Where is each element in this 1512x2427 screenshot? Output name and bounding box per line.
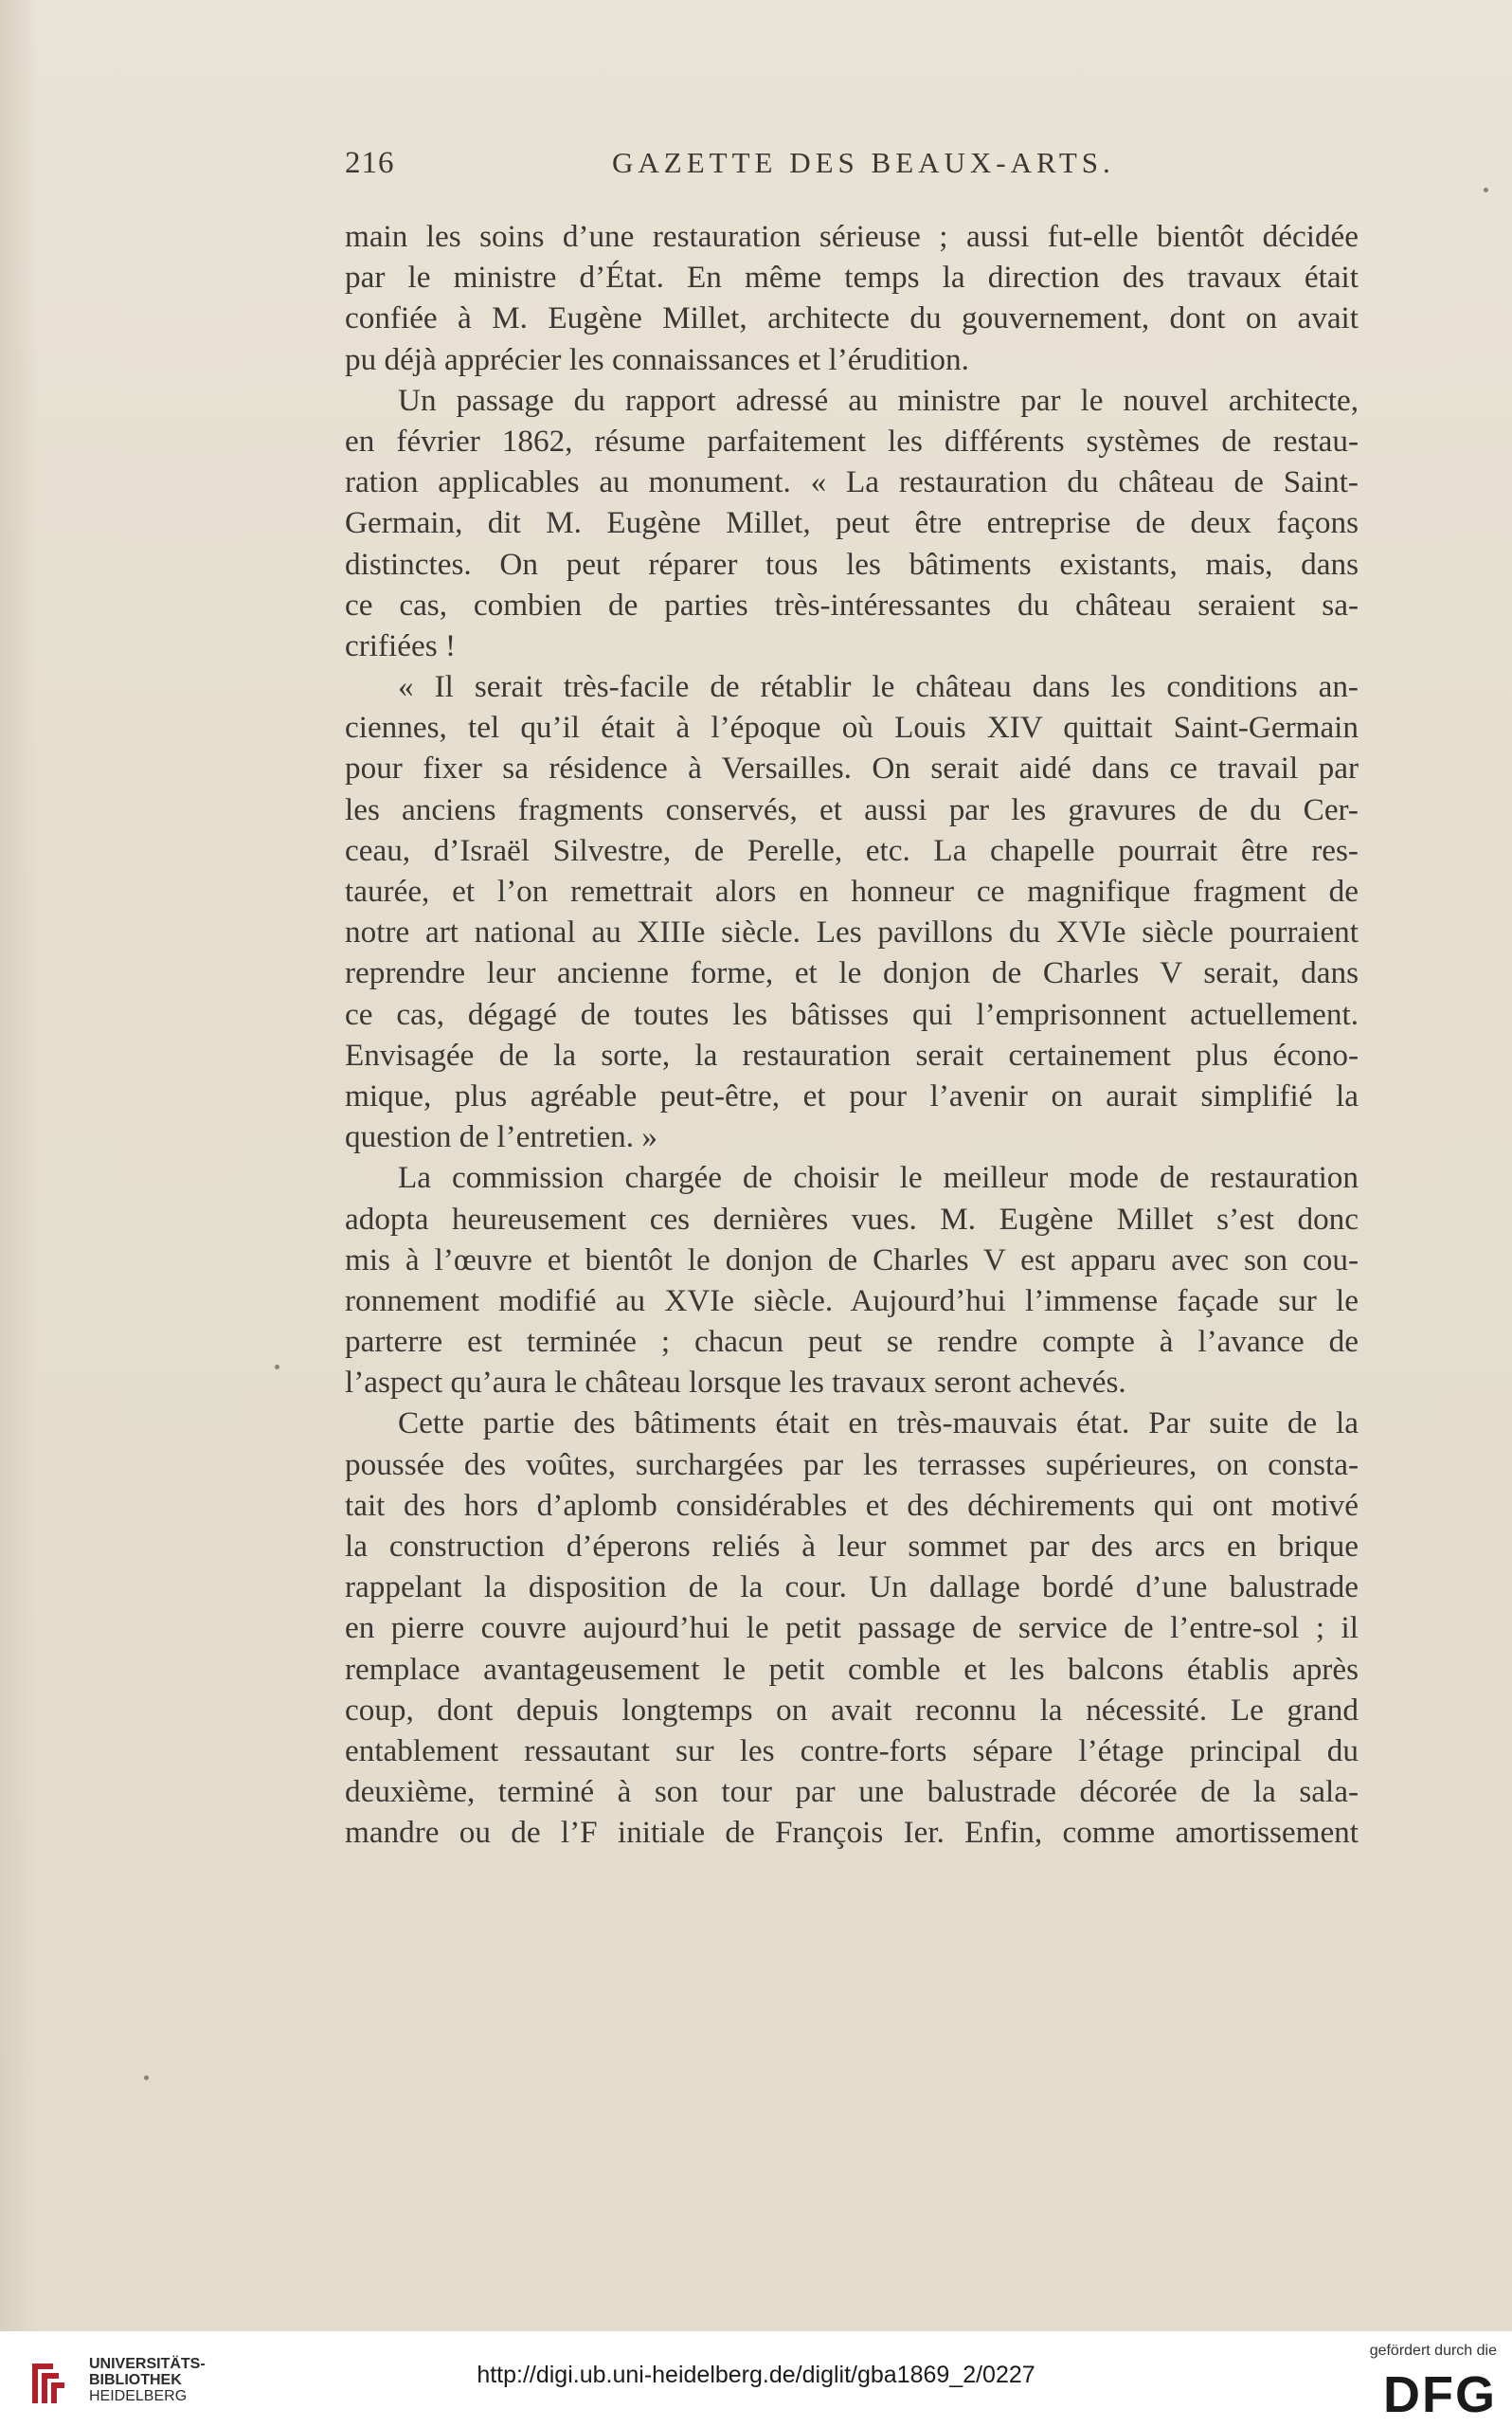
text-line: rappelant la disposition de la cour. Un dallage bordé d’une balustrade (345, 1569, 1359, 1605)
text-line: Envisagée de la sorte, la restauration serait certainement plus écono- (345, 1037, 1359, 1073)
text-line: mique, plus agréable peut-être, et pour l’avenir on aurait simplifié la (345, 1078, 1359, 1114)
running-title: GAZETTE DES BEAUX-ARTS. (612, 146, 1115, 179)
viewer-footer (0, 2331, 1512, 2427)
text-line: Un passage du rapport adressé au ministre par le nouvel architecte, (398, 382, 1359, 418)
page-shadow-edge (0, 0, 38, 2331)
dfg-logo: DFG (1383, 2366, 1497, 2423)
text-line: ronnement modifié au XVIe siècle. Aujourd’hui l’immense façade sur le (345, 1282, 1359, 1318)
page-number: 216 (345, 146, 395, 180)
text-line: en pierre couvre aujourd’hui le petit passage de service de l’entre-sol ; il (345, 1610, 1359, 1646)
text-line: mis à l’œuvre et bientôt le donjon de Charles V est apparu avec son cou- (345, 1241, 1359, 1277)
text-line: question de l’entretien. » (345, 1119, 657, 1155)
library-name-line: BIBLIOTHEK (89, 2372, 182, 2388)
library-name-line: UNIVERSITÄTS- (89, 2356, 206, 2372)
text-line: taurée, et l’on remettrait alors en honneur ce magnifique fragment de (345, 874, 1359, 909)
text-line: distinctes. On peut réparer tous les bâtiments existants, mais, dans (345, 546, 1359, 582)
funded-by-label: gefördert durch die (1369, 2343, 1497, 2359)
text-line: en février 1862, résume parfaitement les différents systèmes de restau- (345, 423, 1359, 459)
text-line: l’aspect qu’aura le château lorsque les travaux seront achevés. (345, 1365, 1126, 1401)
text-line: « Il serait très-facile de rétablir le château dans les conditions an- (398, 669, 1359, 705)
text-line: ce cas, combien de parties très-intéressantes du château seraient sa- (345, 587, 1359, 623)
text-line: main les soins d’une restauration sérieuse ; aussi fut-elle bientôt décidée (345, 219, 1359, 254)
text-line: parterre est terminée ; chacun peut se rendre compte à l’avance de (345, 1324, 1359, 1360)
paper-speck (275, 1365, 279, 1369)
text-line: confiée à M. Eugène Millet, architecte du gouvernement, dont on avait (345, 300, 1359, 336)
text-line: ce cas, dégagé de toutes les bâtisses qui l’emprisonnent actuellement. (345, 996, 1359, 1032)
text-line: reprendre leur ancienne forme, et le donjon de Charles V serait, dans (345, 955, 1359, 991)
text-line: tait des hors d’aplomb considérables et des déchirements qui ont motivé (345, 1487, 1359, 1523)
text-line: entablement ressautant sur les contre-forts sépare l’étage principal du (345, 1732, 1359, 1768)
article-body (345, 216, 1359, 1854)
text-line: crifiées ! (345, 627, 456, 663)
paper-speck (144, 2075, 149, 2080)
source-url-link[interactable]: http://digi.ub.uni-heidelberg.de/diglit/gba1869_2/0227 (477, 2362, 1035, 2388)
library-name-line: HEIDELBERG (89, 2388, 188, 2404)
text-line: pu déjà apprécier les connaissances et l’érudition. (345, 341, 969, 377)
text-line: Germain, dit M. Eugène Millet, peut être entreprise de deux façons (345, 505, 1359, 541)
text-line: deuxième, terminé à son tour par une balustrade décorée de la sala- (345, 1774, 1359, 1810)
text-line: La commission chargée de choisir le meilleur mode de restauration (398, 1160, 1359, 1196)
text-line: la construction d’éperons reliés à leur sommet par des arcs en brique (345, 1529, 1359, 1564)
text-line: coup, dont depuis longtemps on avait reconnu la nécessité. Le grand (345, 1692, 1359, 1728)
text-line: ration applicables au monument. « La restauration du château de Saint- (345, 464, 1359, 500)
page-header (345, 146, 1359, 193)
text-line: pour fixer sa résidence à Versailles. On serait aidé dans ce travail par (345, 751, 1359, 787)
text-line: poussée des voûtes, surchargées par les terrasses supérieures, on consta- (345, 1446, 1359, 1482)
text-line: Cette partie des bâtiments était en très-mauvais état. Par suite de la (398, 1405, 1359, 1441)
text-line: ceau, d’Israël Silvestre, de Perelle, etc. La chapelle pourrait être res- (345, 832, 1359, 868)
text-line: mandre ou de l’F initiale de François Ier. Enfin, comme amortissement (345, 1815, 1359, 1851)
text-line: les anciens fragments conservés, et aussi par les gravures de du Cer- (345, 791, 1359, 827)
text-line: par le ministre d’État. En même temps la direction des travaux était (345, 260, 1359, 296)
text-line: notre art national au XIIIe siècle. Les pavillons du XVIe siècle pourraient (345, 915, 1359, 951)
text-line: remplace avantageusement le petit comble et les balcons établis après (345, 1651, 1359, 1687)
text-line: ciennes, tel qu’il était à l’époque où Louis XIV quittait Saint-Germain (345, 710, 1359, 746)
text-line: adopta heureusement ces dernières vues. M. Eugène Millet s’est donc (345, 1201, 1359, 1237)
paper-speck (1484, 188, 1488, 192)
